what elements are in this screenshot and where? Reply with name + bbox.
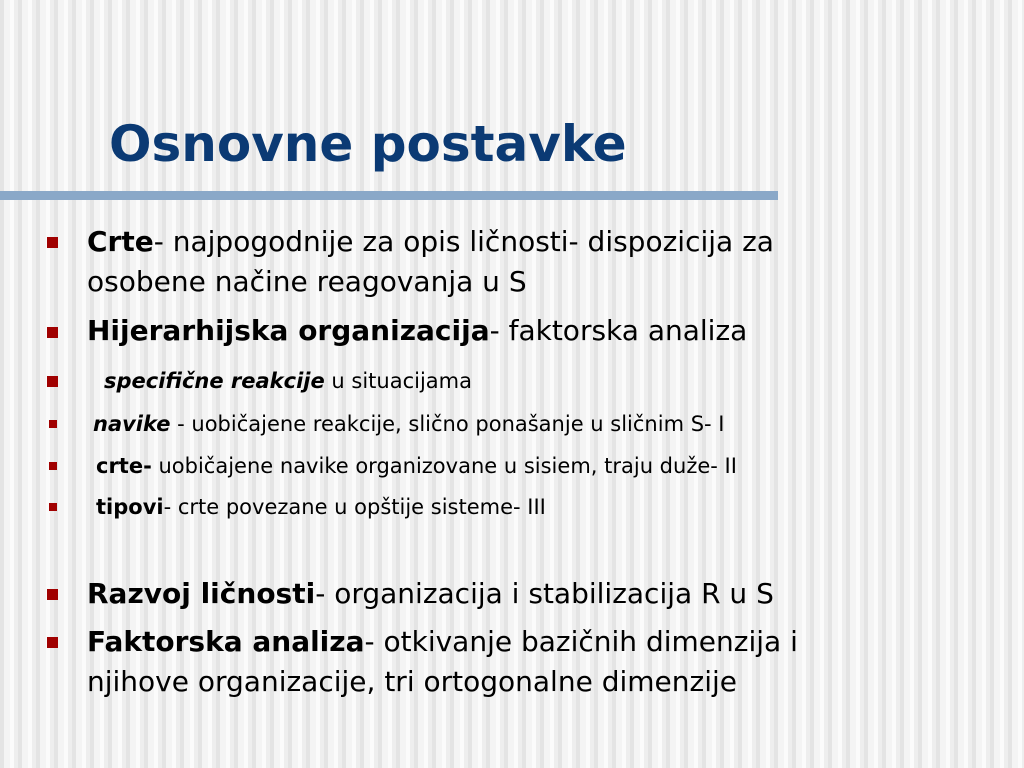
bullet-item-crte-navike <box>96 451 737 481</box>
bullet-term: Faktorska analiza <box>87 625 365 658</box>
bullet-item-hijerarhijska-organizacija <box>87 311 747 351</box>
bullet-item-navike <box>93 409 725 439</box>
bullet-marker-icon <box>47 327 58 338</box>
bullet-text: - najpogodnije za opis ličnosti- dispozicija za <box>153 225 774 258</box>
bullet-marker-icon <box>49 420 57 428</box>
bullet-item-specificne-reakcije <box>104 366 472 396</box>
bullet-term: specifične reakcije <box>104 369 325 393</box>
bullet-text-continuation: njihove organizacije, tri ortogonalne dimenzije <box>87 665 737 698</box>
bullet-marker-icon <box>47 237 58 248</box>
bullet-text-continuation: osobene načine reagovanja u S <box>87 265 527 298</box>
bullet-text: - organizacija i stabilizacija R u S <box>315 577 774 610</box>
bullet-text: - crte povezane u opštije sisteme- III <box>163 495 546 519</box>
bullet-text: uobičajene navike organizovane u sisiem, traju duže- II <box>151 454 737 478</box>
bullet-text: u situacijama <box>324 369 472 393</box>
bullet-marker-icon <box>49 462 57 470</box>
slide-title: Osnovne postavke <box>109 115 627 173</box>
bullet-item-razvoj-licnosti <box>87 574 774 614</box>
bullet-text: - otkivanje bazičnih dimenzija i <box>364 625 798 658</box>
bullet-item-crte <box>87 222 774 302</box>
bullet-text: - uobičajene reakcije, slično ponašanje u sličnim S- I <box>170 412 725 436</box>
title-underline <box>0 191 778 200</box>
bullet-term: navike <box>93 412 171 436</box>
bullet-term: Razvoj ličnosti <box>87 577 316 610</box>
bullet-marker-icon <box>47 637 58 648</box>
bullet-item-faktorska-analiza <box>87 622 798 702</box>
bullet-marker-icon <box>47 376 58 387</box>
bullet-text: - faktorska analiza <box>489 314 748 347</box>
bullet-term: Crte <box>87 225 154 258</box>
bullet-term: tipovi <box>96 495 164 519</box>
bullet-item-tipovi <box>96 492 546 522</box>
bullet-term: Hijerarhijska organizacija <box>87 314 490 347</box>
bullet-term: crte- <box>96 454 152 478</box>
bullet-marker-icon <box>49 503 57 511</box>
bullet-marker-icon <box>47 589 58 600</box>
